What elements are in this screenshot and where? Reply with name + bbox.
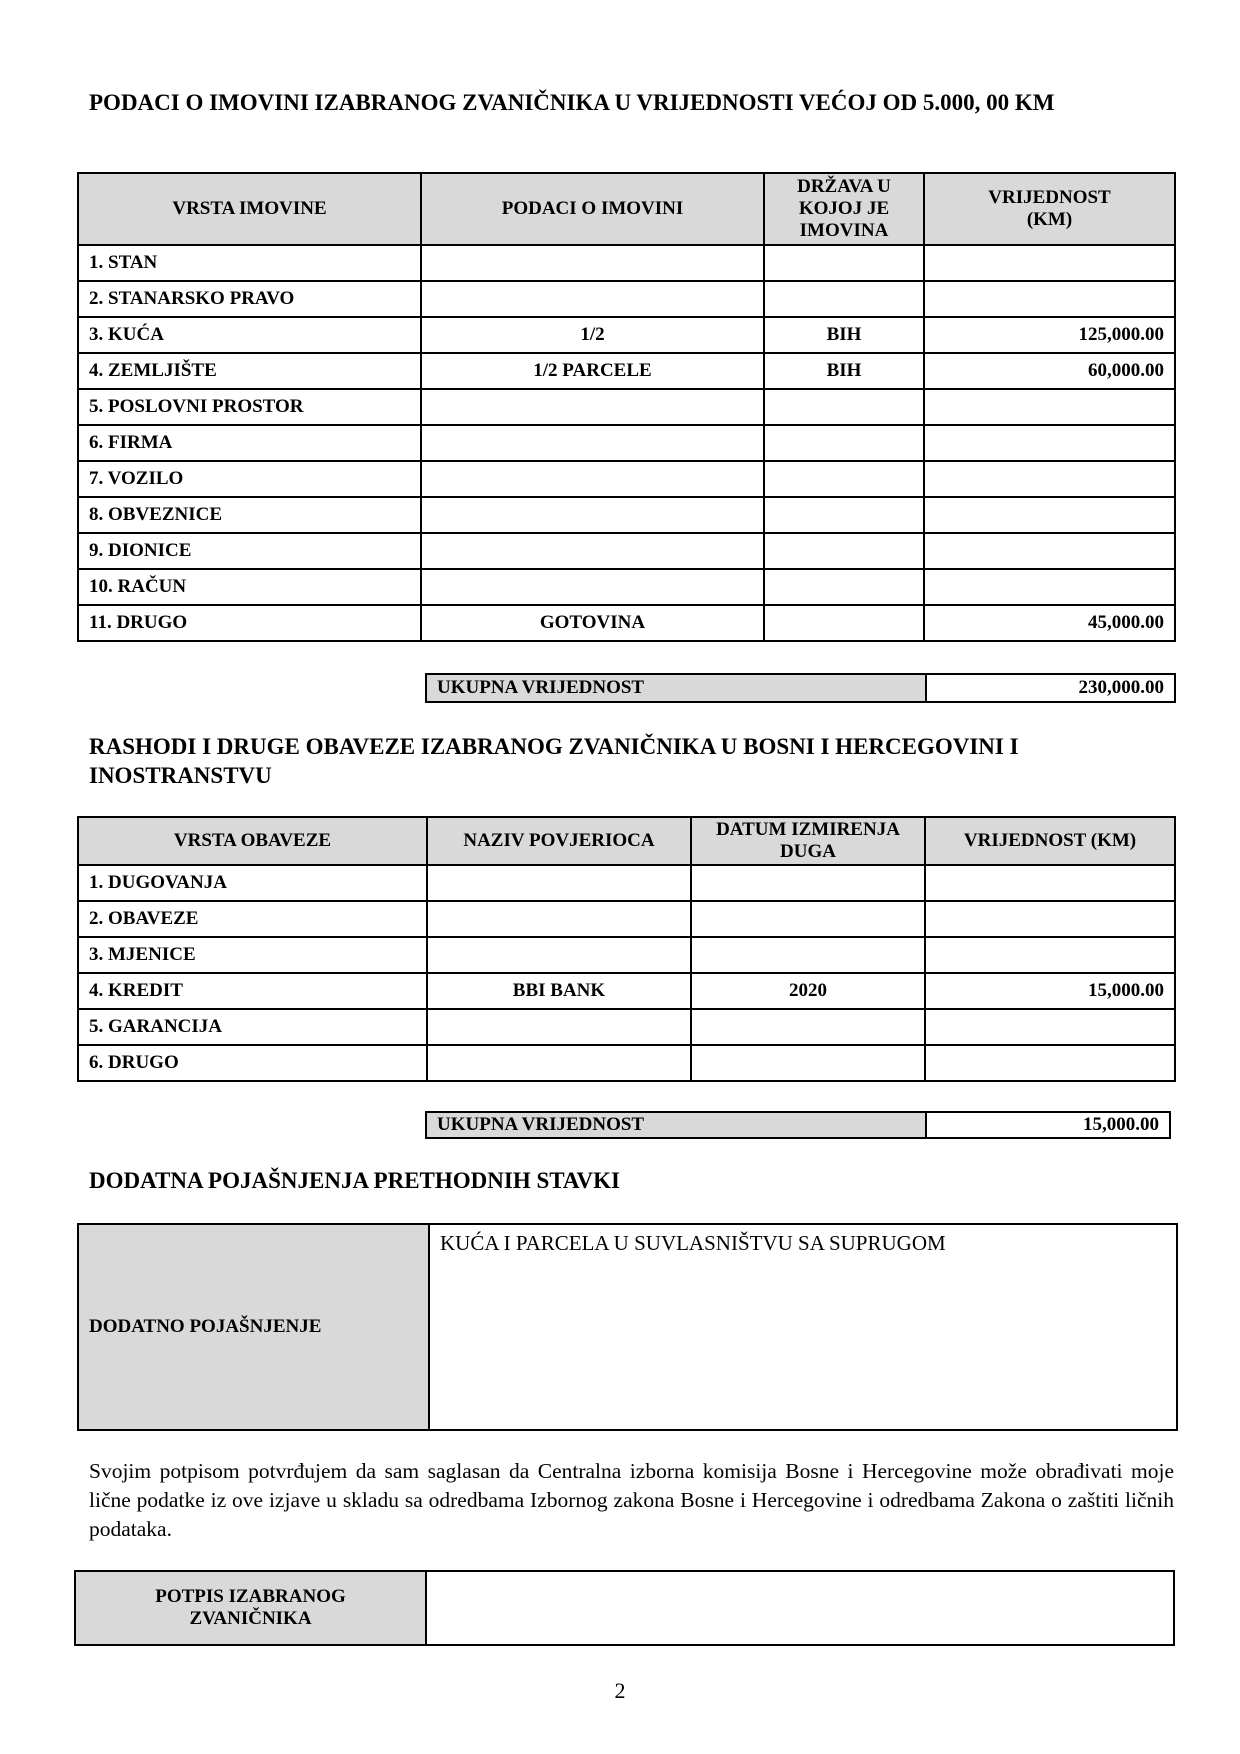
assets-cell-value xyxy=(924,281,1175,317)
liabilities-cell-creditor xyxy=(427,937,691,973)
notes-text: KUĆA I PARCELA U SUVLASNIŠTVU SA SUPRUGOM xyxy=(429,1224,1177,1430)
liabilities-cell-creditor xyxy=(427,1009,691,1045)
assets-cell-value xyxy=(924,389,1175,425)
assets-cell-details xyxy=(421,389,764,425)
liabilities-cell-type: 5. GARANCIJA xyxy=(78,1009,427,1045)
liabilities-cell-creditor xyxy=(427,1045,691,1081)
notes-title: DODATNA POJAŠNJENJA PRETHODNIH STAVKI xyxy=(89,1168,620,1193)
liabilities-row xyxy=(78,937,1175,973)
liabilities-cell-type: 4. KREDIT xyxy=(78,973,427,1009)
liabilities-col-creditor: NAZIV POVJERIOCA xyxy=(427,817,691,865)
assets-cell-country xyxy=(764,389,924,425)
liabilities-cell-value: 15,000.00 xyxy=(925,973,1175,1009)
liabilities-cell-value xyxy=(925,865,1175,901)
assets-cell-details xyxy=(421,425,764,461)
liabilities-cell-value xyxy=(925,937,1175,973)
assets-cell-type: 5. POSLOVNI PROSTOR xyxy=(78,389,421,425)
liabilities-col-date: DATUM IZMIRENJA DUGA xyxy=(691,817,925,865)
liabilities-cell-creditor xyxy=(427,865,691,901)
assets-cell-country xyxy=(764,533,924,569)
liabilities-cell-date: 2020 xyxy=(691,973,925,1009)
assets-row xyxy=(78,497,1175,533)
assets-row xyxy=(78,245,1175,281)
liabilities-total-value: 15,000.00 xyxy=(926,1112,1170,1138)
liabilities-cell-date xyxy=(691,1009,925,1045)
liabilities-cell-date xyxy=(691,1045,925,1081)
assets-row xyxy=(78,605,1175,641)
liabilities-col-value: VRIJEDNOST (KM) xyxy=(925,817,1175,865)
liabilities-cell-value xyxy=(925,1009,1175,1045)
liabilities-col-type: VRSTA OBAVEZE xyxy=(78,817,427,865)
liabilities-cell-type: 6. DRUGO xyxy=(78,1045,427,1081)
assets-cell-details: 1/2 xyxy=(421,317,764,353)
assets-row xyxy=(78,389,1175,425)
assets-cell-details xyxy=(421,533,764,569)
assets-cell-details: GOTOVINA xyxy=(421,605,764,641)
assets-cell-value xyxy=(924,533,1175,569)
assets-cell-country xyxy=(764,497,924,533)
assets-cell-type: 9. DIONICE xyxy=(78,533,421,569)
assets-title: PODACI O IMOVINI IZABRANOG ZVANIČNIKA U VRIJEDNOSTI VEĆOJ OD 5.000, 00 KM xyxy=(89,90,1055,115)
liabilities-row xyxy=(78,973,1175,1009)
assets-cell-value xyxy=(924,461,1175,497)
assets-total-value: 230,000.00 xyxy=(926,674,1175,702)
liabilities-total-label: UKUPNA VRIJEDNOST xyxy=(426,1112,926,1138)
assets-cell-country xyxy=(764,605,924,641)
liabilities-cell-value xyxy=(925,1045,1175,1081)
assets-cell-country xyxy=(764,425,924,461)
assets-cell-details xyxy=(421,281,764,317)
liabilities-table xyxy=(77,816,1176,1082)
signature-table xyxy=(74,1570,1175,1646)
assets-cell-type: 11. DRUGO xyxy=(78,605,421,641)
signature-field[interactable] xyxy=(426,1571,1174,1645)
assets-cell-value xyxy=(924,569,1175,605)
assets-total-label: UKUPNA VRIJEDNOST xyxy=(426,674,926,702)
liabilities-cell-type: 3. MJENICE xyxy=(78,937,427,973)
assets-row xyxy=(78,569,1175,605)
assets-row xyxy=(78,281,1175,317)
liabilities-row xyxy=(78,865,1175,901)
assets-cell-details xyxy=(421,461,764,497)
assets-cell-type: 4. ZEMLJIŠTE xyxy=(78,353,421,389)
notes-table xyxy=(77,1223,1178,1431)
assets-row xyxy=(78,461,1175,497)
liabilities-row xyxy=(78,1045,1175,1081)
assets-cell-country: BIH xyxy=(764,353,924,389)
assets-col-type: VRSTA IMOVINE xyxy=(78,173,421,245)
assets-cell-type: 8. OBVEZNICE xyxy=(78,497,421,533)
assets-row xyxy=(78,533,1175,569)
assets-cell-country: BIH xyxy=(764,317,924,353)
assets-row xyxy=(78,425,1175,461)
assets-cell-type: 2. STANARSKO PRAVO xyxy=(78,281,421,317)
assets-cell-details: 1/2 PARCELE xyxy=(421,353,764,389)
assets-cell-country xyxy=(764,245,924,281)
assets-cell-value xyxy=(924,497,1175,533)
notes-label: DODATNO POJAŠNJENJE xyxy=(78,1224,429,1430)
assets-cell-country xyxy=(764,461,924,497)
liabilities-row xyxy=(78,901,1175,937)
assets-col-value: VRIJEDNOST (KM) xyxy=(924,173,1175,245)
page-number: 2 xyxy=(614,1678,626,1703)
liabilities-cell-value xyxy=(925,901,1175,937)
assets-col-details: PODACI O IMOVINI xyxy=(421,173,764,245)
assets-cell-type: 1. STAN xyxy=(78,245,421,281)
assets-cell-type: 7. VOZILO xyxy=(78,461,421,497)
assets-cell-details xyxy=(421,245,764,281)
assets-cell-type: 10. RAČUN xyxy=(78,569,421,605)
liabilities-cell-date xyxy=(691,937,925,973)
assets-col-country: DRŽAVA U KOJOJ JE IMOVINA xyxy=(764,173,924,245)
assets-cell-details xyxy=(421,569,764,605)
liabilities-row xyxy=(78,1009,1175,1045)
assets-cell-value xyxy=(924,425,1175,461)
assets-cell-value: 125,000.00 xyxy=(924,317,1175,353)
assets-cell-value xyxy=(924,245,1175,281)
signature-label: POTPIS IZABRANOG ZVANIČNIKA xyxy=(75,1571,426,1645)
assets-cell-value: 60,000.00 xyxy=(924,353,1175,389)
assets-row xyxy=(78,353,1175,389)
liabilities-cell-type: 1. DUGOVANJA xyxy=(78,865,427,901)
liabilities-total xyxy=(425,1111,1171,1139)
assets-cell-country xyxy=(764,569,924,605)
assets-cell-country xyxy=(764,281,924,317)
assets-row xyxy=(78,317,1175,353)
assets-cell-value: 45,000.00 xyxy=(924,605,1175,641)
liabilities-cell-type: 2. OBAVEZE xyxy=(78,901,427,937)
liabilities-cell-date xyxy=(691,901,925,937)
consent-text: Svojim potpisom potvrđujem da sam saglasan da Centralna izborna komisija Bosne i Hercegovine može obrađivati moje lične podatke iz ove izjave u skladu sa odredbama Izbornog zakona Bosne i Hercegovine i odredbama Zakona o zaštiti ličnih podataka. xyxy=(89,1459,1174,1541)
assets-cell-details xyxy=(421,497,764,533)
assets-cell-type: 3. KUĆA xyxy=(78,317,421,353)
liabilities-title: RASHODI I DRUGE OBAVEZE IZABRANOG ZVANIČNIKA U BOSNI I HERCEGOVINI I INOSTRANSTVU xyxy=(89,734,1019,788)
assets-total xyxy=(425,673,1176,703)
liabilities-cell-creditor xyxy=(427,901,691,937)
liabilities-cell-creditor: BBI BANK xyxy=(427,973,691,1009)
assets-table xyxy=(77,172,1176,642)
liabilities-cell-date xyxy=(691,865,925,901)
assets-cell-type: 6. FIRMA xyxy=(78,425,421,461)
